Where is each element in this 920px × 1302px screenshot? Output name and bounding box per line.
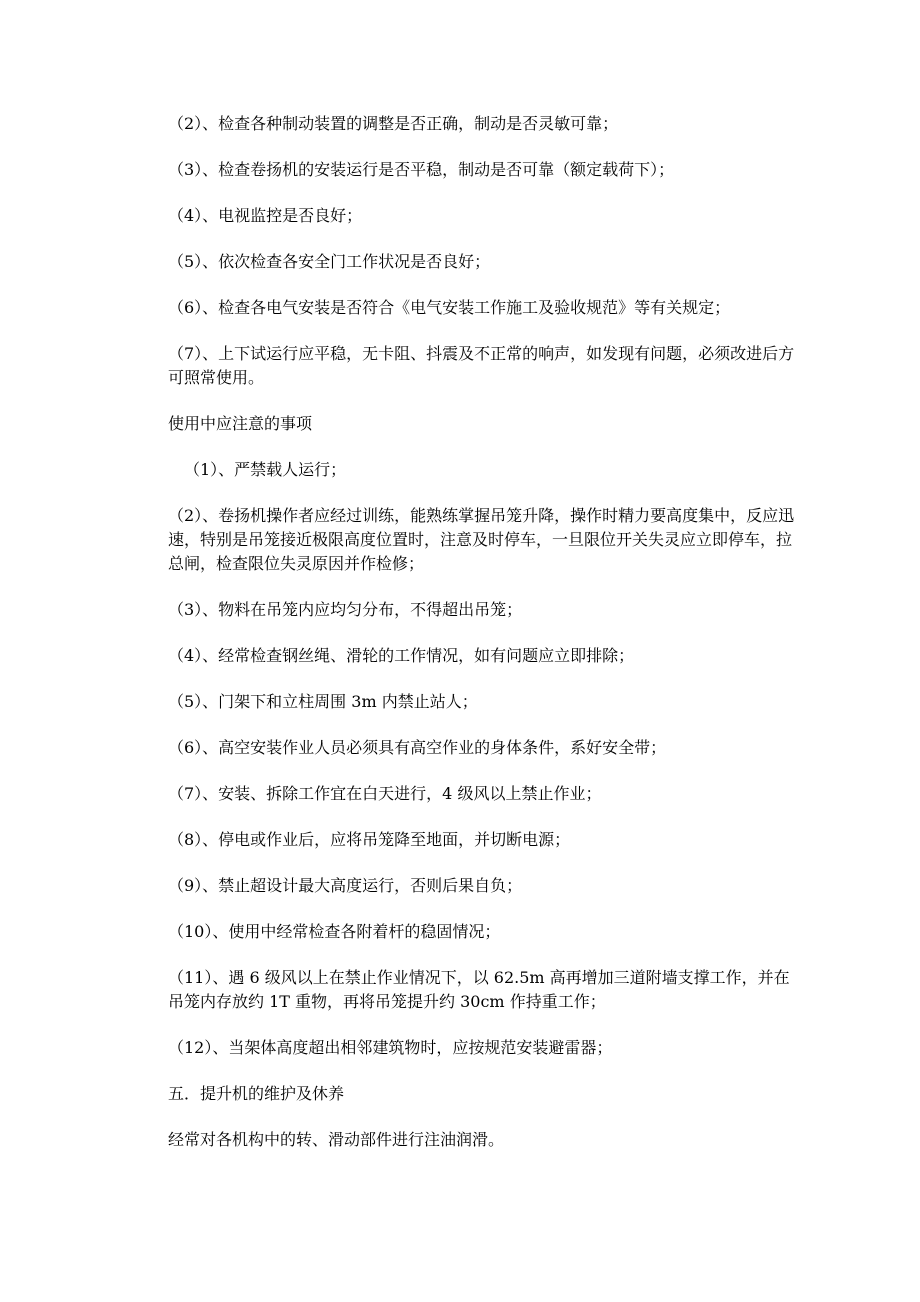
paragraph-lubrication: 经常对各机构中的转、滑动部件进行注油润滑。 <box>168 1130 505 1149</box>
paragraph-no-standing: （5）、门架下和立柱周围 3m 内禁止站人； <box>168 692 478 711</box>
document-body <box>168 112 800 1152</box>
paragraph-height-workers: （6）、高空安装作业人员必须具有高空作业的身体条件，系好安全带； <box>168 738 667 757</box>
paragraph-check-brakes: （2）、检查各种制动装置的调整是否正确，制动是否灵敏可靠； <box>168 114 619 133</box>
paragraph-check-ropes: （4）、经常检查钢丝绳、滑轮的工作情况，如有问题应立即排除； <box>168 646 635 665</box>
paragraph-check-winch: （3）、检查卷扬机的安装运行是否平稳，制动是否可靠（额定载荷下）； <box>168 160 675 179</box>
paragraph-trial-run: （7）、上下试运行应平稳，无卡阻、抖震及不正常的响声，如发现有问题，必须改进后方可照常使用。 <box>168 344 795 387</box>
paragraph-daytime-work: （7）、安装、拆除工作宜在白天进行，4 级风以上禁止作业； <box>168 784 602 803</box>
paragraph-load-distribution: （3）、物料在吊笼内应均匀分布，不得超出吊笼； <box>168 600 523 619</box>
paragraph-no-passengers: （1）、严禁载人运行； <box>184 460 347 479</box>
paragraph-max-height: （9）、禁止超设计最大高度运行，否则后果自负； <box>168 876 523 895</box>
paragraph-check-rods: （10）、使用中经常检查各附着杆的稳固情况； <box>168 922 501 941</box>
paragraph-tv-monitor: （4）、电视监控是否良好； <box>168 206 363 225</box>
paragraph-wind-storage: （11）、遇 6 级风以上在禁止作业情况下，以 62.5m 高再增加三道附墙支撑工作，并在吊笼内存放约 1T 重物，再将吊笼提升约 30cm 作持重工作； <box>168 968 790 1011</box>
paragraph-power-off: （8）、停电或作业后，应将吊笼降至地面，并切断电源； <box>168 830 571 849</box>
paragraph-electrical: （6）、检查各电气安装是否符合《电气安装工作施工及验收规范》等有关规定； <box>168 298 731 317</box>
paragraph-operator-training: （2）、卷扬机操作者应经过训练，能熟练掌握吊笼升降，操作时精力要高度集中，反应迅速，特别是吊笼接近极限高度位置时，注意及时停车，一旦限位开关失灵应立即停车，拉总闸，检查限位失灵原因并作检修； <box>168 506 795 573</box>
paragraph-safety-doors: （5）、依次检查各安全门工作状况是否良好； <box>168 252 491 271</box>
paragraph-lightning: （12）、当架体高度超出相邻建筑物时，应按规范安装避雷器； <box>168 1038 613 1057</box>
section-heading-usage-notes: 使用中应注意的事项 <box>168 414 313 433</box>
section-heading-maintenance: 五．提升机的维护及休养 <box>168 1084 345 1103</box>
